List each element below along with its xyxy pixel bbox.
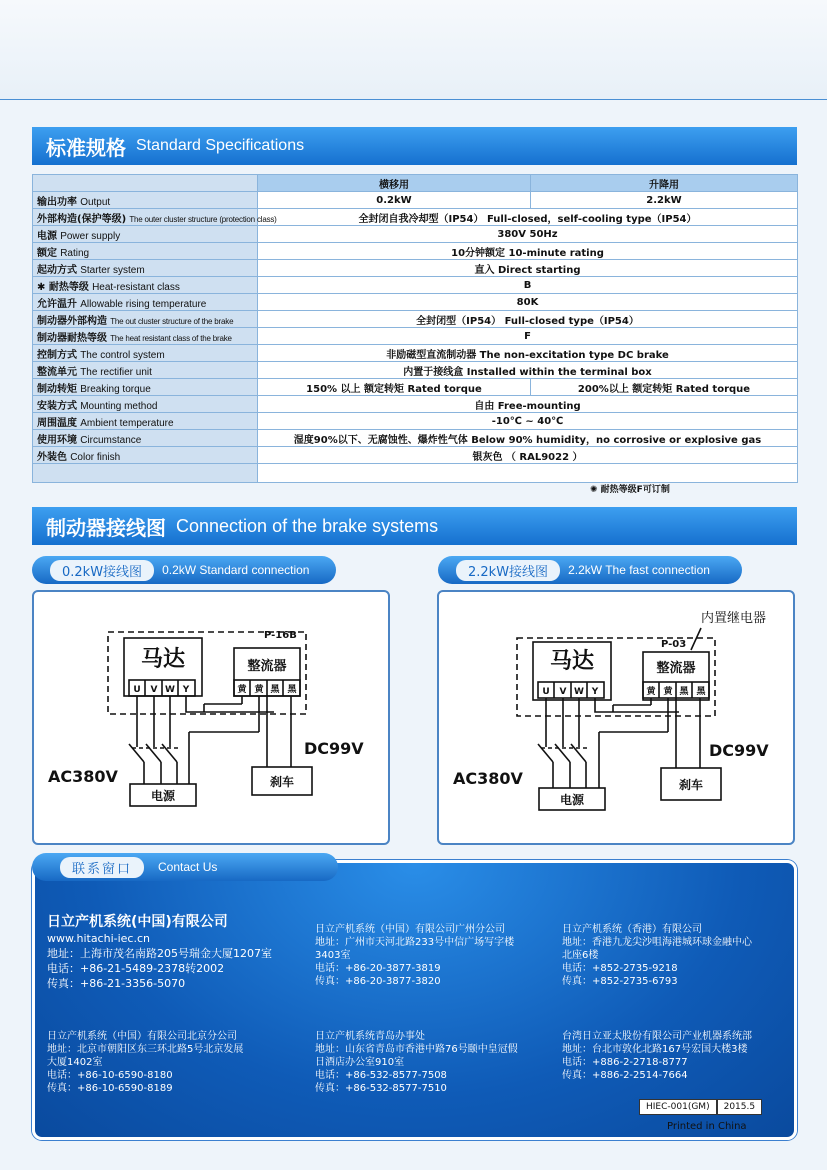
office-qingdao [315,1030,518,1095]
rectifier-model-label: P-16B [264,630,297,641]
row-value: 10分钟额定 10-minute rating [258,243,798,260]
connection-section-header [32,507,797,545]
row-label-en: Rating [60,247,90,259]
office-address: 地址：台北市敦化北路167号宏国大楼3楼 [562,1044,748,1055]
terminal-u: U [542,687,550,697]
row-label-en: Ambient temperature [80,417,174,429]
rectifier-label: 整流器 [247,659,287,674]
diagram1-tab-zh: 0.2kW接线图 [50,560,154,581]
rect-terminal-4: 黑 [287,685,297,695]
connection-title-zh: 制动器接线图 [46,515,166,540]
row-label-zh: 电源 [37,230,57,242]
row-label [33,430,258,447]
row-value: 非励磁型直流制动器 The non-excitation type DC brake [258,345,798,362]
row-label [33,192,258,209]
office-name: 日立产机系统（中国）有限公司北京分公司 [47,1031,237,1042]
office-tel: 电话：+886-2-2718-8777 [562,1057,688,1068]
diagram2-panel [437,590,795,845]
terminal-v: V [559,687,567,697]
wiring-diagram-1 [34,592,388,843]
row-label-en: The control system [80,349,165,361]
row-value: 全封闭自我冷却型（IP54） Full-closed，self-cooling type（IP54） [258,209,798,226]
row-value: 全封闭型（IP54） Full-closed type（IP54） [258,311,798,328]
table-note: ✺ 耐热等级F可订制 [590,485,670,495]
table-row [33,243,798,260]
row-label-en: Breaking torque [80,383,151,395]
row-value: 150% 以上 额定转矩 Rated torque [258,379,531,396]
row-label [33,345,258,362]
table-row [33,294,798,311]
office-name: 日立产机系统（香港）有限公司 [562,924,702,935]
row-label-zh: 使用环境 [37,434,77,446]
col-header-lift: 升降用 [531,175,798,192]
terminal-y: Y [182,685,190,695]
rect-terminal-2: 黄 [663,687,673,697]
row-value: 200%以上 额定转矩 Rated torque [531,379,798,396]
diagram2-tab [438,556,742,584]
connection-title-en: Connection of the brake systems [176,515,439,536]
motor-label: 马达 [549,649,595,674]
office-tel: 电话：+86-21-5489-2378转2002 [47,962,225,975]
table-header-row [33,175,798,192]
spec-title-zh: 标准规格 [46,135,126,160]
row-label-zh: ✱ 耐热等级 [37,281,89,293]
row-label-zh: 安装方式 [37,400,77,412]
dc-label: DC99V [709,741,769,760]
row-label-zh: 额定 [37,247,57,259]
diagram1-tab [32,556,336,584]
row-label-en: The outer cluster structure (protection class) [129,214,277,224]
office-address: 地址：广州市天河北路233号中信广场写字楼 [315,937,515,948]
website-link[interactable]: www.hitachi-iec.cn [47,932,150,945]
row-label [33,294,258,311]
office-address: 地址：山东省青岛市香港中路76号颐中皇冠假 [315,1044,518,1055]
row-label-zh: 外部构造(保护等级) [37,213,127,225]
power-label: 电源 [559,793,585,807]
doc-date: 2015.5 [717,1099,763,1115]
row-label [33,413,258,430]
table-row [33,430,798,447]
row-value: 湿度90%以下、无腐蚀性、爆炸性气体 Below 90% humidity，no corrosive or explosive gas [258,430,798,447]
office-name: 日立产机系统青岛办事处 [315,1031,425,1042]
ac-label: AC380V [453,769,523,788]
row-value: 自由 Free-mounting [258,396,798,413]
top-band [0,0,827,100]
row-label [33,243,258,260]
terminal-w: W [165,685,175,695]
row-label [33,328,258,345]
row-label-zh: 整流单元 [37,366,77,378]
row-label-zh: 输出功率 [37,196,77,208]
table-row [33,379,798,396]
row-label-en: The rectifier unit [80,366,152,378]
table-row [33,192,798,209]
table-row [33,311,798,328]
row-label [33,396,258,413]
office-hongkong [562,923,752,988]
row-value: 2.2kW [531,192,798,209]
terminal-u: U [133,685,141,695]
contact-tab-zh: 联系窗口 [60,857,144,878]
row-label-zh: 制动器耐热等级 [37,332,107,344]
motor-label: 马达 [140,647,186,672]
ac-label: AC380V [48,767,118,786]
document-id [639,1099,762,1115]
table-row [33,396,798,413]
office-beijing [47,1030,243,1095]
row-label [33,362,258,379]
row-value: 直入 Direct starting [258,260,798,277]
rect-terminal-2: 黄 [254,685,264,695]
office-name: 日立产机系统(中国)有限公司 [47,914,228,930]
table-row [33,362,798,379]
terminal-v: V [150,685,158,695]
office-name: 台湾日立亚太股份有限公司产业机器系统部 [562,1031,752,1042]
row-label [33,277,258,294]
table-row [33,345,798,362]
office-fax: 传真：+86-10-6590-8189 [47,1083,173,1094]
office-address: 地址：上海市茂名南路205号瑞金大厦1207室 [47,947,272,960]
spec-title-en: Standard Specifications [136,137,305,154]
row-label-zh: 外装色 [37,451,67,463]
spec-table [32,174,798,483]
row-label [33,226,258,243]
office-tel: 电话：+86-20-3877-3819 [315,963,441,974]
row-label-en: The out cluster structure of the brake [110,316,234,326]
spec-section-header [32,127,797,165]
row-label-en: The heat resistant class of the brake [110,333,232,343]
rectifier-model-label: P-03 [661,639,687,650]
table-row [33,447,798,464]
row-value: 0.2kW [258,192,531,209]
row-label-en: Starter system [80,264,145,276]
terminal-w: W [574,687,584,697]
row-label [33,311,258,328]
row-label-en: Color finish [70,451,121,463]
office-tel: 电话：+86-10-6590-8180 [47,1070,173,1081]
brake-label: 刹车 [269,775,295,789]
table-row [33,226,798,243]
office-taiwan [562,1030,752,1082]
row-label [33,209,277,226]
diagram1-tab-en: 0.2kW Standard connection [162,563,310,577]
table-row [33,260,798,277]
row-label [33,379,258,396]
col-header-traverse: 横移用 [258,175,531,192]
diagram2-tab-en: 2.2kW The fast connection [568,563,710,577]
row-label-zh: 制动器外部构造 [37,315,107,327]
table-blank-row [33,464,798,483]
office-name: 日立产机系统（中国）有限公司广州分公司 [315,924,505,935]
row-label-en: Allowable rising temperature [80,298,207,310]
power-label: 电源 [150,789,176,803]
rect-terminal-3: 黑 [679,687,689,697]
printed-in-china: Printed in China [667,1121,747,1132]
row-value: F [258,328,798,345]
office-address: 地址：香港九龙尖沙咀海港城环球金融中心 [562,937,752,948]
office-fax: 传真：+86-532-8577-7510 [315,1083,447,1094]
contact-tab-en: Contact Us [158,860,218,874]
diagram2-tab-zh: 2.2kW接线图 [456,560,560,581]
terminal-y: Y [591,687,599,697]
office-address-cont: 北座6楼 [562,950,599,961]
row-label-en: Mounting method [80,400,158,412]
contact-tab [32,853,338,881]
office-guangzhou [315,923,514,988]
row-value: -10℃ ~ 40℃ [258,413,798,430]
row-value: B [258,277,798,294]
row-value: 内置于接线盒 Installed within the terminal box [258,362,798,379]
office-fax: 传真：+86-21-3356-5070 [47,977,186,990]
rect-terminal-1: 黄 [646,687,656,697]
office-fax: 传真：+852-2735-6793 [562,976,678,987]
row-label-zh: 制动转矩 [37,383,77,395]
office-address-cont: 大厦1402室 [47,1057,103,1068]
rect-terminal-1: 黄 [237,685,247,695]
diagram1-panel [32,590,390,845]
doc-code: HIEC-001(GM) [639,1099,717,1115]
row-label-en: Circumstance [80,434,142,446]
row-label-en: Output [80,196,111,208]
row-label-zh: 起动方式 [37,264,77,276]
row-label [33,447,258,464]
row-value: 380V 50Hz [258,226,798,243]
office-fax: 传真：+886-2-2514-7664 [562,1070,688,1081]
wiring-diagram-2 [439,592,793,843]
office-fax: 传真：+86-20-3877-3820 [315,976,441,987]
row-value: 80K [258,294,798,311]
table-row [33,413,798,430]
row-label-zh: 允许温升 [37,298,77,310]
office-address-cont: 3403室 [315,950,351,961]
row-label-en: Heat-resistant class [92,281,180,293]
row-value: 银灰色 （ RAL9022 ） [258,447,798,464]
table-row [33,209,798,226]
contact-panel [32,860,797,1140]
rect-terminal-4: 黑 [696,687,706,697]
dc-label: DC99V [304,739,364,758]
office-headquarters [47,913,272,991]
rectifier-label: 整流器 [656,661,696,676]
office-tel: 电话：+852-2735-9218 [562,963,678,974]
row-label-en: Power supply [60,230,121,242]
table-row [33,328,798,345]
brake-label: 刹车 [678,778,704,792]
rect-terminal-3: 黑 [270,685,280,695]
table-row [33,277,798,294]
office-address: 地址：北京市朝阳区东三环北路5号北京发展 [47,1044,244,1055]
office-tel: 电话：+86-532-8577-7508 [315,1070,447,1081]
row-label [33,260,258,277]
office-address-cont: 日酒店办公室910室 [315,1057,405,1068]
relay-label: 内置继电器 [701,611,767,626]
row-label-zh: 周围温度 [37,417,77,429]
row-label-zh: 控制方式 [37,349,77,361]
